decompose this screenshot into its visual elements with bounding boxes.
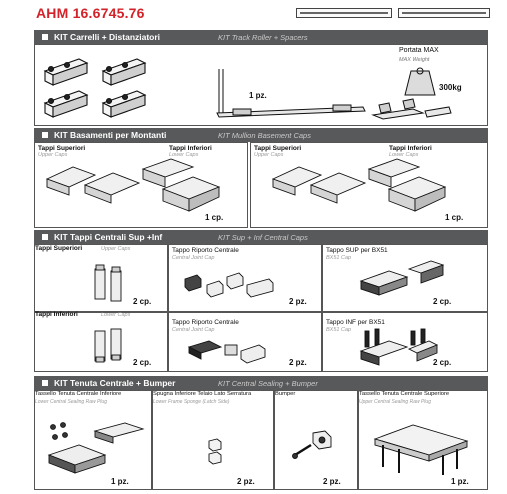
qty: 2 pz. — [237, 477, 255, 486]
cell-sublabel: Upper Caps — [101, 246, 131, 252]
track-roller-illustration — [43, 53, 153, 123]
section-bar-tenuta — [34, 376, 488, 390]
cell-sublabel: Upper Central Sealing Raw Plug — [359, 399, 431, 405]
section-subtitle: KIT Sup + Inf Central Caps — [218, 232, 308, 242]
lower-caps-illustration — [93, 327, 125, 367]
cell-basamenti-right — [250, 142, 488, 228]
qty: 2 pz. — [323, 477, 341, 486]
bullet-square-icon — [42, 380, 48, 386]
cell-label: Tappo Riporto Centrale — [172, 247, 239, 254]
qty: 2 cp. — [433, 358, 452, 367]
cell-sublabel: Lower Caps — [101, 312, 131, 318]
lower-sealing-plug-illustration — [45, 421, 145, 477]
bx51-lower-cap-illustration — [359, 327, 439, 367]
mullion-caps-illustration — [43, 159, 233, 215]
qty: 1 pz. — [111, 477, 129, 486]
central-joint-cap-illustration — [183, 271, 275, 301]
section-title: KIT Basamenti per Montanti — [54, 130, 167, 140]
bx51-upper-cap-illustration — [359, 259, 445, 299]
bullet-square-icon — [42, 234, 48, 240]
upper-caps-label: Tappi Superiori — [254, 145, 302, 152]
qty: 2 pz. — [289, 297, 307, 306]
qty: 2 cp. — [133, 297, 152, 306]
qty: 2 cp. — [133, 358, 152, 367]
upper-sealing-plug-illustration — [373, 419, 469, 477]
sponge-illustration — [205, 437, 225, 465]
bullet-square-icon — [42, 34, 48, 40]
cell-label: Tassello Tenuta Centrale Superiore — [359, 391, 450, 397]
lower-caps-sublabel: Lower Caps — [169, 152, 199, 158]
cell-tappi-superiori — [34, 244, 168, 312]
central-joint-cap-illustration — [187, 337, 267, 365]
max-weight-value: 300kg — [439, 83, 462, 92]
cell-label: Tappo SUP per BX51 — [326, 247, 388, 254]
cell-label: Tappo INF per BX51 — [326, 319, 385, 326]
qty: 2 pz. — [289, 358, 307, 367]
profile-thumbnail-right — [398, 8, 490, 18]
cell-label: Tappo Riporto Centrale — [172, 319, 239, 326]
mullion-caps-illustration — [269, 159, 459, 215]
qty: 2 cp. — [433, 297, 452, 306]
qty: 1 pz. — [451, 477, 469, 486]
section-bar-basamenti — [34, 128, 488, 142]
lower-caps-label: Tappi Inferiori — [169, 145, 212, 152]
cell-tappo-sup-bx51 — [322, 244, 488, 312]
lower-caps-sublabel: Lower Caps — [389, 152, 419, 158]
portata-label: Portata MAX — [399, 47, 439, 54]
cell-sublabel: Lower Central Sealing Raw Plug — [35, 399, 107, 405]
lower-caps-label: Tappi Inferiori — [389, 145, 432, 152]
cell-tassello-inferiore — [34, 390, 152, 490]
qty-carrelli: 1 pz. — [249, 91, 267, 100]
cell-tappo-riporto-centrale-inf — [168, 312, 322, 372]
section-subtitle: KIT Track Roller + Spacers — [218, 32, 308, 42]
cell-label: Bumper — [275, 391, 296, 397]
cell-label: Tassello Tenuta Centrale Inferiore — [35, 391, 122, 397]
cell-sublabel: BX51 Cap — [326, 255, 352, 261]
profile-thumbnail-left — [296, 8, 392, 18]
qty-basamenti-left: 1 cp. — [205, 213, 224, 222]
section-subtitle: KIT Mullion Basement Caps — [218, 130, 311, 140]
upper-caps-sublabel: Upper Caps — [38, 152, 68, 158]
section-bar-carrelli — [34, 30, 488, 44]
cell-sublabel: Lower Frame Sponge (Latch Side) — [153, 399, 230, 405]
panel-carrelli — [34, 44, 488, 126]
section-bar-tappi — [34, 230, 488, 244]
cell-label: Spugna Inferiore Telaio Lato Serratura — [153, 391, 252, 397]
weight-icon — [403, 67, 437, 97]
section-title: KIT Carrelli + Distanziatori — [54, 32, 161, 42]
cell-sublabel: Central Joint Cap — [172, 327, 215, 333]
cell-spugna-inferiore — [152, 390, 274, 490]
cell-tassello-superiore — [358, 390, 488, 490]
cell-tappo-inf-bx51 — [322, 312, 488, 372]
cell-sublabel: BX51 Cap — [326, 327, 352, 333]
cell-sublabel: Central Joint Cap — [172, 255, 215, 261]
cell-basamenti-left — [34, 142, 248, 228]
cell-tappo-riporto-centrale-sup — [168, 244, 322, 312]
bullet-square-icon — [42, 132, 48, 138]
upper-caps-illustration — [93, 265, 125, 305]
bumper-illustration — [291, 429, 337, 461]
max-weight-label: MAX Weight — [399, 57, 430, 63]
cell-bumper — [274, 390, 358, 490]
product-code: AHM 16.6745.76 — [36, 5, 145, 21]
section-title: KIT Tappi Centrali Sup +Inf — [54, 232, 163, 242]
section-subtitle: KIT Central Sealing + Bumper — [218, 378, 318, 388]
section-title: KIT Tenuta Centrale + Bumper — [54, 378, 176, 388]
upper-caps-sublabel: Upper Caps — [254, 152, 284, 158]
cell-label: Tappi Superiori — [35, 245, 83, 252]
upper-caps-label: Tappi Superiori — [38, 145, 86, 152]
qty-basamenti-right: 1 cp. — [445, 213, 464, 222]
cell-label: Tappi Inferiori — [35, 311, 78, 318]
cell-tappi-inferiori — [34, 312, 168, 372]
